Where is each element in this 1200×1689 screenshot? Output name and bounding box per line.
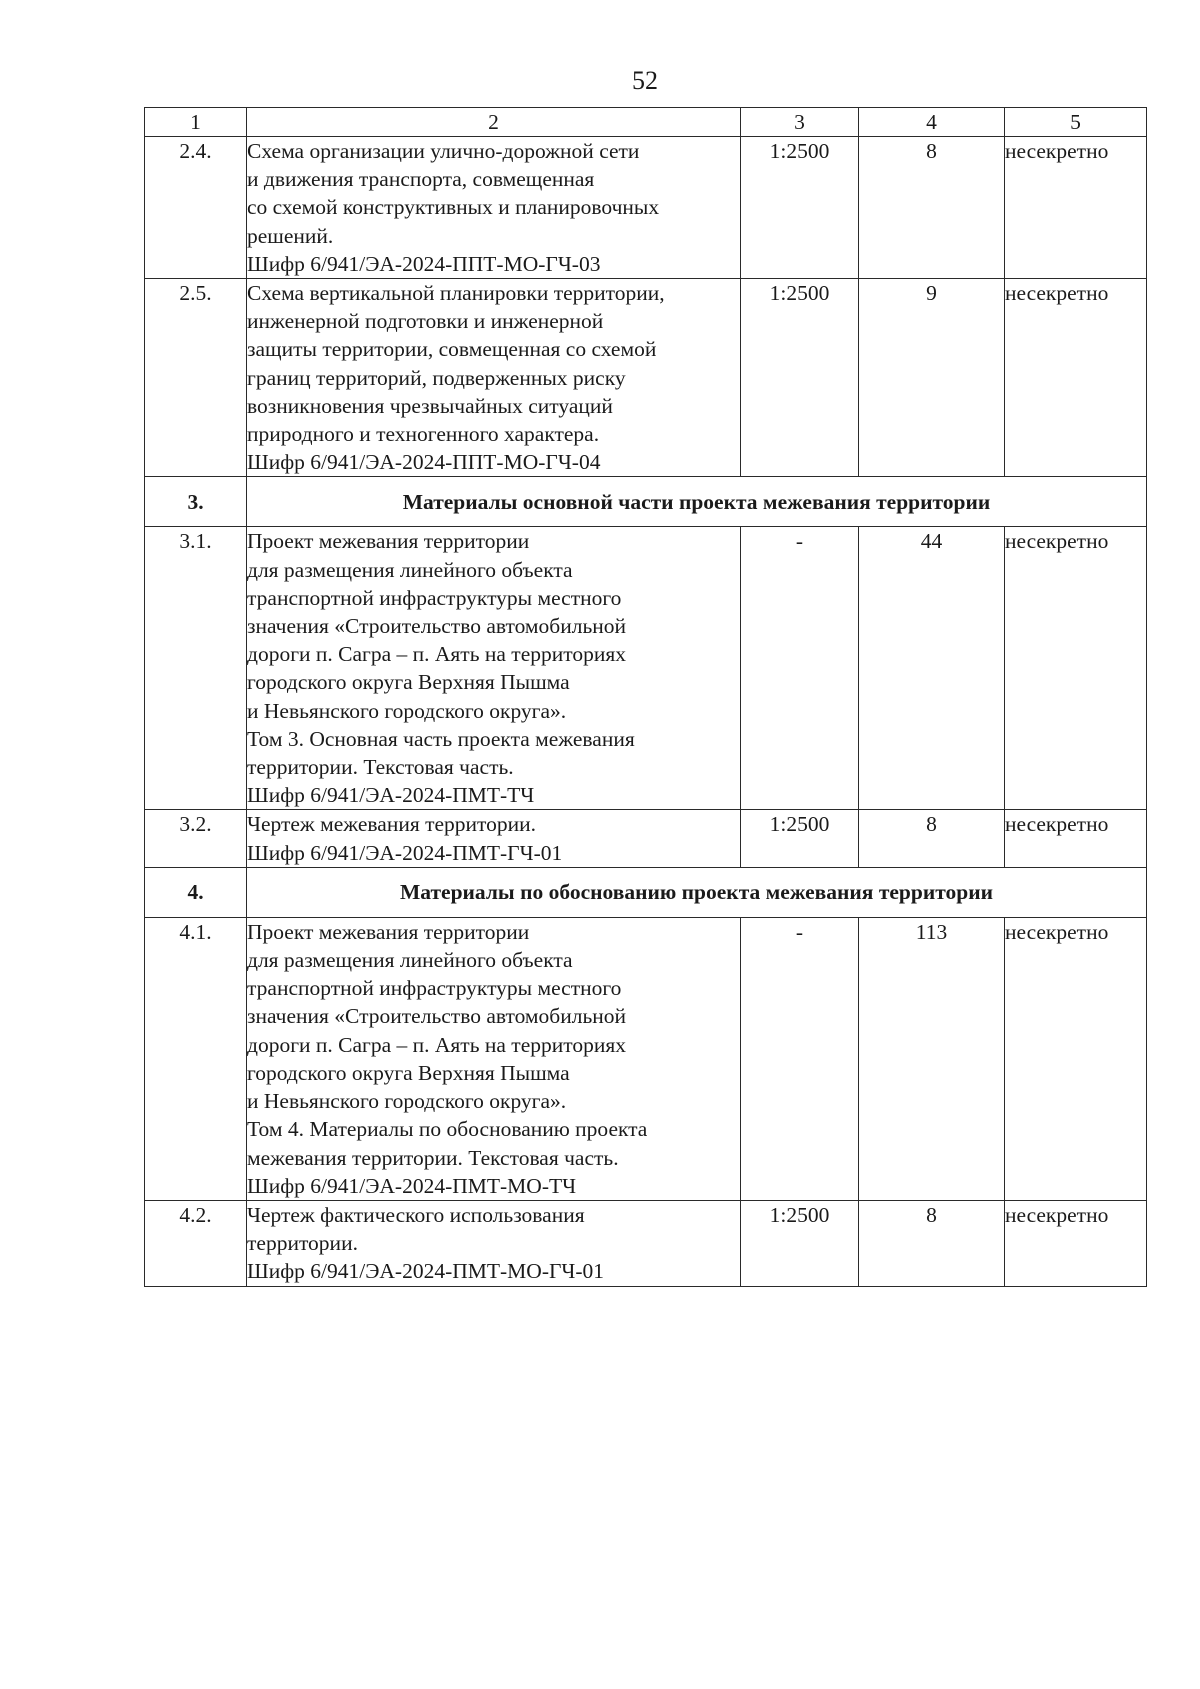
description-line: Шифр 6/941/ЭА-2024-ПМТ-МО-ТЧ (247, 1173, 577, 1198)
description-line: Том 4. Материалы по обоснованию проекта (247, 1117, 648, 1142)
page-number: 52 (632, 66, 658, 95)
item-number: 3.2. (145, 810, 247, 867)
description-line: значения «Строительство автомобильной (247, 614, 627, 639)
item-number: 3.1. (145, 527, 247, 810)
description-line: для размещения линейного объекта (247, 557, 573, 582)
item-description (247, 527, 741, 810)
item-number: 2.5. (145, 279, 247, 477)
item-secrecy-status: несекретно (1005, 137, 1147, 279)
item-secrecy-status: несекретно (1005, 917, 1147, 1200)
item-description (247, 279, 741, 477)
table-header-row (145, 108, 1147, 137)
description-line: межевания территории. Текстовая часть. (247, 1145, 619, 1170)
section-number: 3. (145, 477, 247, 527)
item-scale: 1:2500 (741, 137, 859, 279)
description-line: территории. (247, 1231, 358, 1256)
item-number: 4.2. (145, 1200, 247, 1286)
description-line: Проект межевания территории (247, 529, 530, 554)
item-secrecy-status: несекретно (1005, 1200, 1147, 1286)
description-line: дороги п. Сагра – п. Аять на территориях (247, 1032, 627, 1057)
item-scale: - (741, 917, 859, 1200)
description-line: защиты территории, совмещенная со схемой (247, 337, 657, 362)
description-line: Шифр 6/941/ЭА-2024-ПМТ-ТЧ (247, 783, 535, 808)
description-line: Чертеж межевания территории. (247, 812, 537, 837)
description-line: городского округа Верхняя Пышма (247, 1060, 570, 1085)
section-title: Материалы по обоснованию проекта межевания территории (247, 867, 1147, 917)
section-row (145, 867, 1147, 917)
description-line: решений. (247, 223, 334, 248)
table-row (145, 527, 1147, 810)
table-row (145, 279, 1147, 477)
item-number: 2.4. (145, 137, 247, 279)
description-line: дороги п. Сагра – п. Аять на территориях (247, 642, 627, 667)
item-sheets: 8 (859, 810, 1005, 867)
section-title: Материалы основной части проекта межевания территории (247, 477, 1147, 527)
column-header: 2 (247, 108, 741, 137)
section-row (145, 477, 1147, 527)
item-scale: - (741, 527, 859, 810)
section-number: 4. (145, 867, 247, 917)
description-line: Схема вертикальной планировки территории, (247, 281, 665, 306)
item-description (247, 137, 741, 279)
column-header: 1 (145, 108, 247, 137)
description-line: для размещения линейного объекта (247, 948, 573, 973)
description-line: и Невьянского городского округа». (247, 698, 567, 723)
item-secrecy-status: несекретно (1005, 810, 1147, 867)
description-line: Шифр 6/941/ЭА-2024-ППТ-МО-ГЧ-03 (247, 251, 601, 276)
item-sheets: 8 (859, 1200, 1005, 1286)
item-scale: 1:2500 (741, 810, 859, 867)
item-number: 4.1. (145, 917, 247, 1200)
column-header: 4 (859, 108, 1005, 137)
description-line: Шифр 6/941/ЭА-2024-ПМТ-ГЧ-01 (247, 840, 563, 865)
table-row (145, 1200, 1147, 1286)
documents-table (144, 107, 1147, 1287)
description-line: Чертеж фактического использования (247, 1202, 585, 1227)
table-row (145, 137, 1147, 279)
description-line: транспортной инфраструктуры местного (247, 585, 622, 610)
documents-table-body (145, 108, 1147, 1287)
column-header: 3 (741, 108, 859, 137)
description-line: Шифр 6/941/ЭА-2024-ППТ-МО-ГЧ-04 (247, 450, 601, 475)
description-line: Схема организации улично-дорожной сети (247, 139, 640, 163)
description-line: транспортной инфраструктуры местного (247, 976, 622, 1001)
description-line: значения «Строительство автомобильной (247, 1004, 627, 1029)
description-line: природного и техногенного характера. (247, 422, 600, 447)
description-line: и движения транспорта, совмещенная (247, 167, 595, 192)
description-line: Шифр 6/941/ЭА-2024-ПМТ-МО-ГЧ-01 (247, 1259, 605, 1284)
column-header: 5 (1005, 108, 1147, 137)
item-description (247, 810, 741, 867)
item-secrecy-status: несекретно (1005, 279, 1147, 477)
description-line: границ территорий, подверженных риску (247, 365, 626, 390)
item-scale: 1:2500 (741, 279, 859, 477)
item-sheets: 44 (859, 527, 1005, 810)
description-line: территории. Текстовая часть. (247, 755, 514, 780)
description-line: инженерной подготовки и инженерной (247, 309, 604, 334)
item-scale: 1:2500 (741, 1200, 859, 1286)
item-sheets: 9 (859, 279, 1005, 477)
item-secrecy-status: несекретно (1005, 527, 1147, 810)
description-line: городского округа Верхняя Пышма (247, 670, 570, 695)
description-line: Проект межевания территории (247, 919, 530, 944)
description-line: и Невьянского городского округа». (247, 1089, 567, 1114)
table-row (145, 917, 1147, 1200)
item-description (247, 917, 741, 1200)
item-description (247, 1200, 741, 1286)
item-sheets: 113 (859, 917, 1005, 1200)
item-sheets: 8 (859, 137, 1005, 279)
table-row (145, 810, 1147, 867)
description-line: со схемой конструктивных и планировочных (247, 195, 660, 220)
description-line: Том 3. Основная часть проекта межевания (247, 726, 635, 751)
description-line: возникновения чрезвычайных ситуаций (247, 393, 613, 418)
